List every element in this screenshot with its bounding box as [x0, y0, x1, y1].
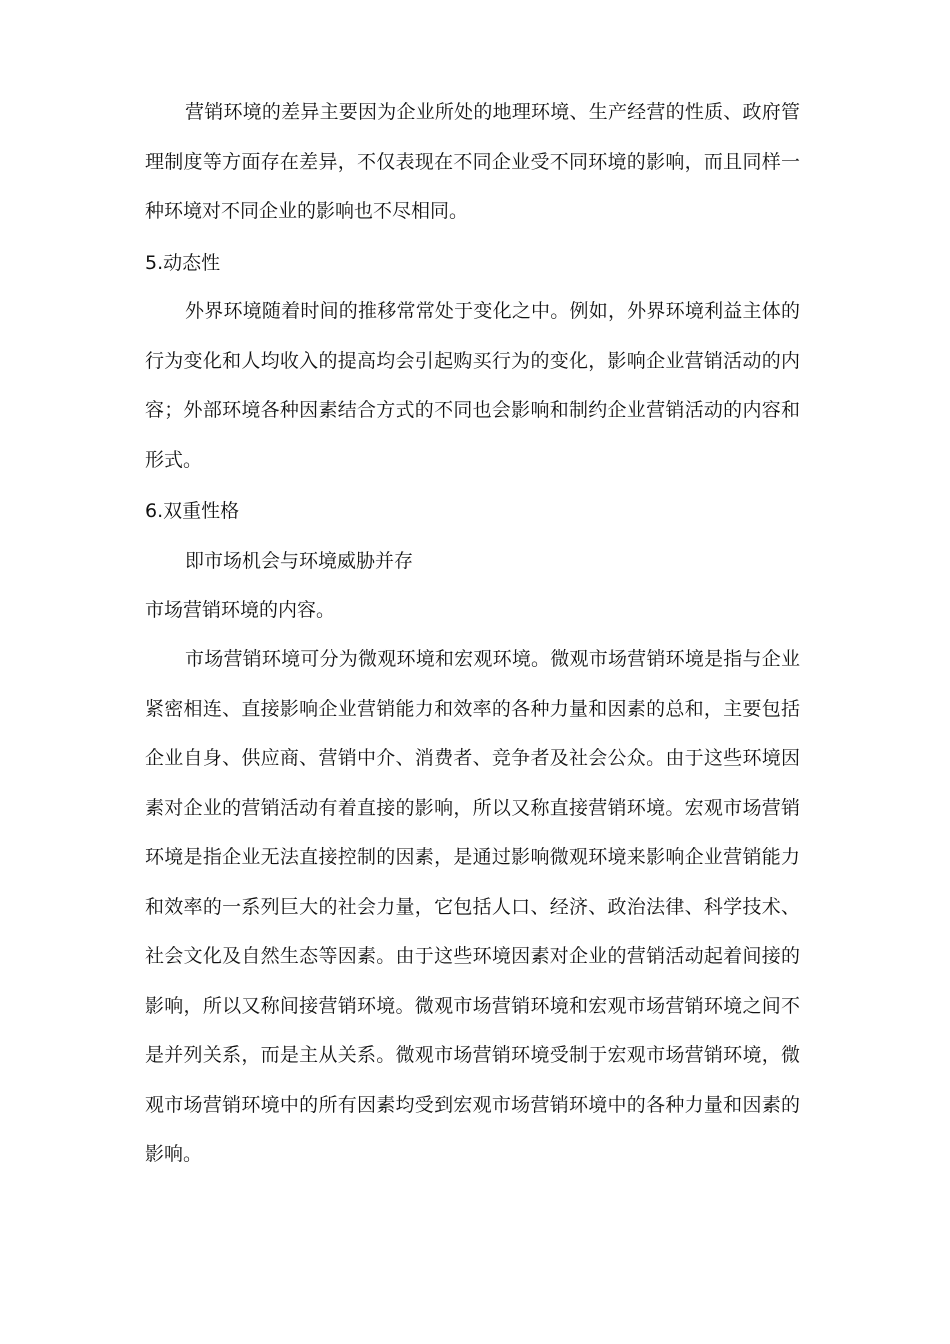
paragraph-dynamic: 外界环境随着时间的推移常常处于变化之中。例如，外界环境利益主体的行为变化和人均收入的提高均会引起购买行为的变化，影响企业营销活动的内容；外部环境各种因素结合方式的不同也会影响和制约企业营销活动的内容和形式。 [145, 300, 800, 471]
heading-environment-content: 市场营销环境的内容。 [145, 599, 336, 621]
heading-dual-character: 6.双重性格 [145, 500, 240, 522]
paragraph-geographic-difference: 营销环境的差异主要因为企业所处的地理环境、生产经营的性质、政府管理制度等方面存在差异，不仅表现在不同企业受不同环境的影响，而且同样一种环境对不同企业的影响也不尽相同。 [145, 101, 800, 222]
heading-dynamic: 5.动态性 [145, 252, 221, 274]
paragraph-opportunity-threat: 即市场机会与环境威胁并存 [185, 550, 414, 572]
paragraph-micro-macro-environment: 市场营销环境可分为微观环境和宏观环境。微观市场营销环境是指与企业紧密相连、直接影响企业营销能力和效率的各种力量和因素的总和，主要包括企业自身、供应商、营销中介、消费者、竞争者及社会公众。由于这些环境因素对企业的营销活动有着直接的影响，所以又称直接营销环境。宏观市场营销环境是指企业无法直接控制的因素，是通过影响微观环境来影响企业营销能力和效率的一系列巨大的社会力量，它包括人口、经济、政治法律、科学技术、社会文化及自然生态等因素。由于这些环境因素对企业的营销活动起着间接的影响，所以又称间接营销环境。微观市场营销环境和宏观市场营销环境之间不是并列关系，而是主从关系。微观市场营销环境受制于宏观市场营销环境，微观市场营销环境中的所有因素均受到宏观市场营销环境中的各种力量和因素的影响。 [145, 648, 800, 1165]
